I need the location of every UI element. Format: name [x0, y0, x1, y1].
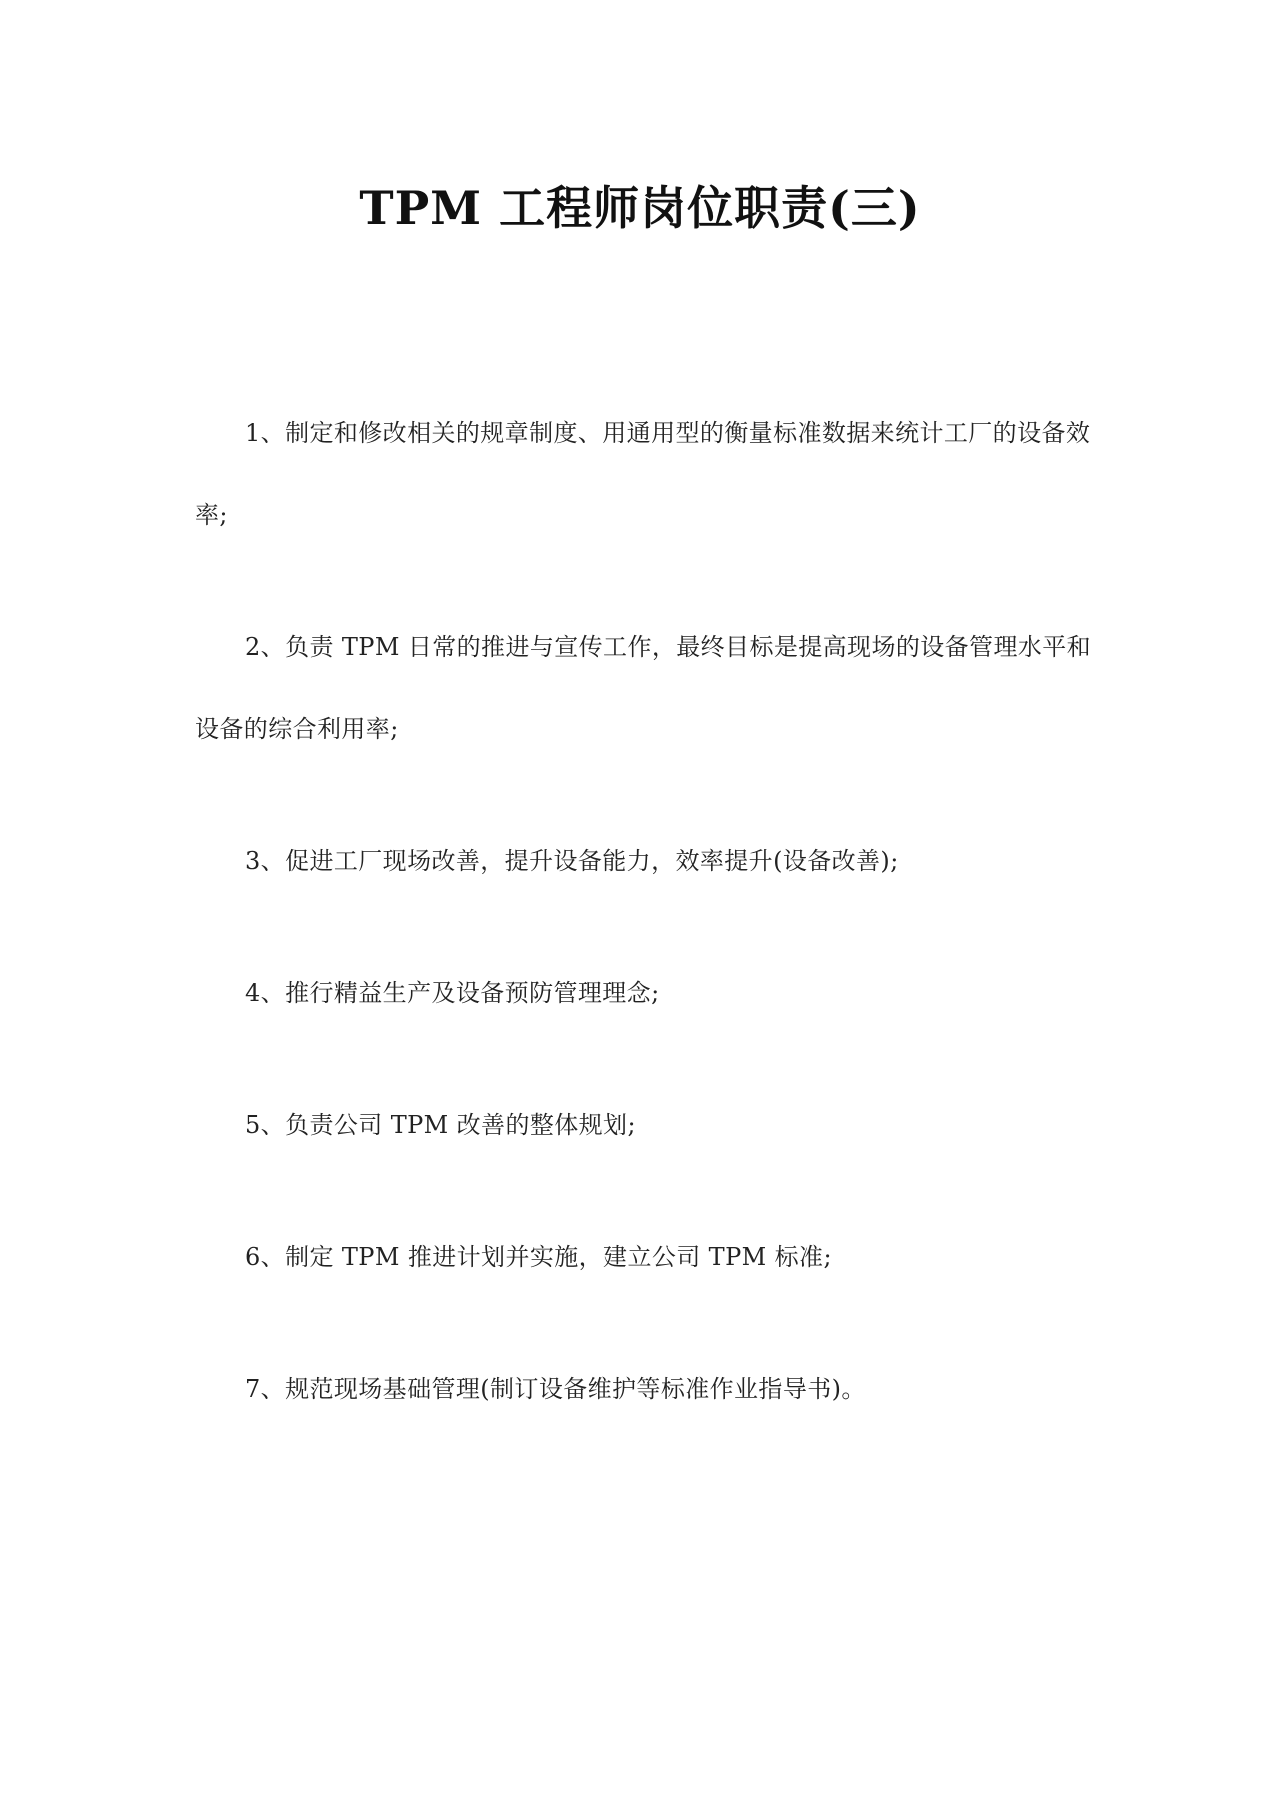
duty-item-6: 6、制定 TPM 推进计划并实施，建立公司 TPM 标准;	[245, 1243, 832, 1271]
duty-item-5: 5、负责公司 TPM 改善的整体规划;	[245, 1111, 636, 1139]
document-body	[195, 392, 1095, 1480]
duty-item-2: 2、负责 TPM 日常的推进与宣传工作，最终目标是提高现场的设备管理水平和设备的综合利用率;	[195, 633, 1092, 743]
duty-item-1: 1、制定和修改相关的规章制度、用通用型的衡量标准数据来统计工厂的设备效率;	[195, 419, 1091, 529]
duty-item-3: 3、促进工厂现场改善，提升设备能力，效率提升(设备改善);	[245, 847, 899, 875]
document-title: TPM 工程师岗位职责(三)	[359, 181, 921, 235]
duty-item-7: 7、规范现场基础管理(制订设备维护等标准作业指导书)。	[245, 1375, 866, 1403]
duty-item-4: 4、推行精益生产及设备预防管理理念;	[245, 979, 660, 1007]
